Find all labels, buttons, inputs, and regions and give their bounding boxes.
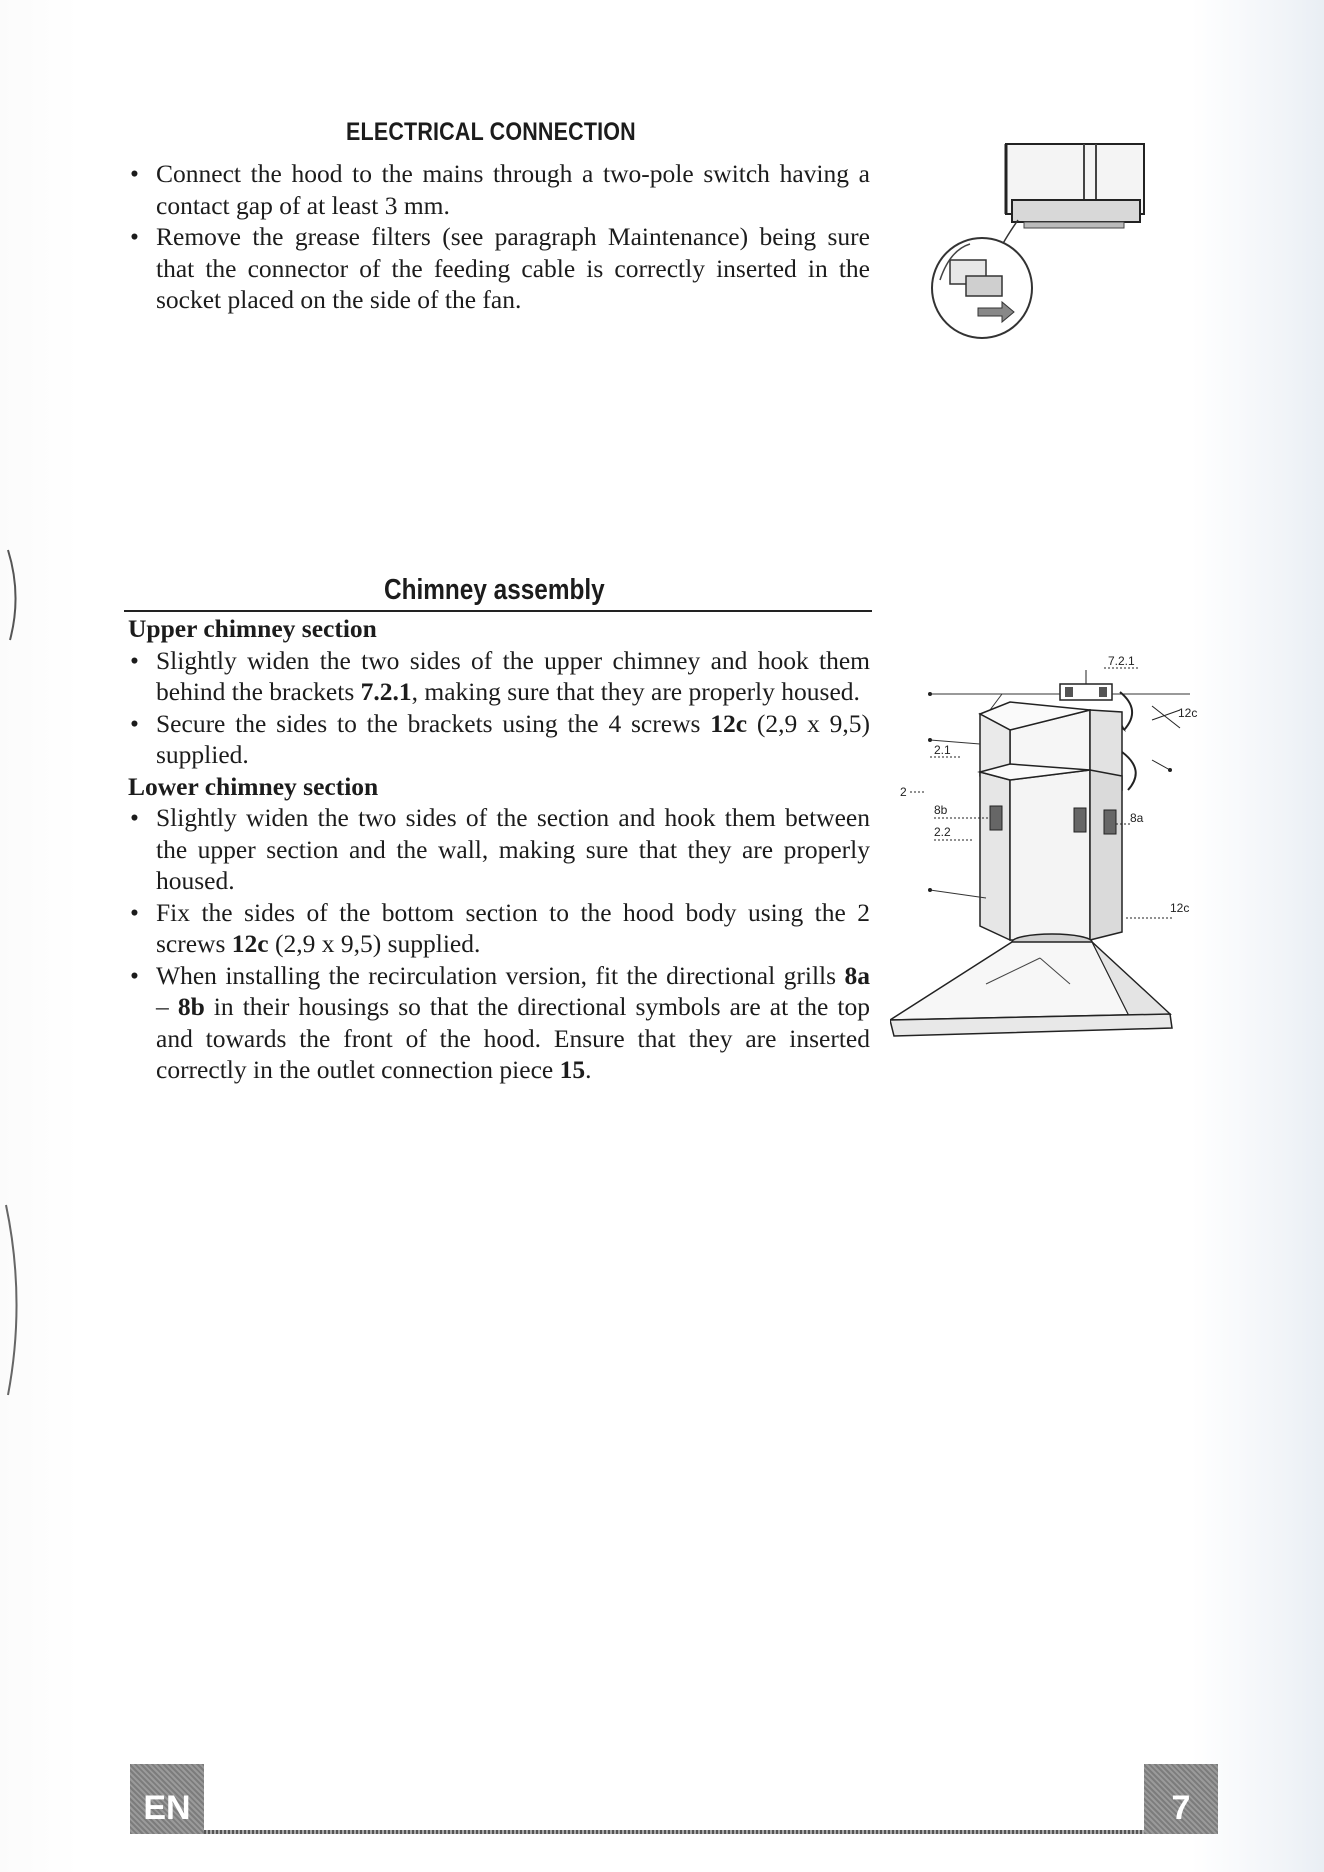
binding-mark-top xyxy=(0,540,30,650)
label-2: 2 xyxy=(900,785,907,799)
lower-chimney-section-title: Lower chimney section xyxy=(128,771,379,801)
label-12c-bottom: 12c xyxy=(1170,901,1190,915)
electrical-connection-heading: ELECTRICAL CONNECTION xyxy=(346,118,636,146)
chimney-hood-diagram-icon xyxy=(890,640,1250,1060)
connector-detail-icon xyxy=(920,140,1160,350)
label-7-2-1: 7.2.1 xyxy=(1108,654,1135,668)
binding-mark-bottom xyxy=(0,1200,30,1400)
label-2-2: 2.2 xyxy=(934,825,951,839)
list-item: • Remove the grease filters (see paragraph Maintenance) being sure that the connector of the feeding cable is correctly inserted in the socket placed on the side of the fan. xyxy=(128,221,870,316)
upper-chimney-section-title: Upper chimney section xyxy=(128,614,377,643)
language-tab: EN xyxy=(130,1764,204,1834)
chimney-assembly-body xyxy=(128,613,870,1086)
label-8a: 8a xyxy=(1130,811,1144,825)
chimney-assembly-heading: Chimney assembly xyxy=(384,574,605,606)
footer-rule xyxy=(204,1830,1144,1834)
list-item: • Fix the sides of the bottom section to the hood body using the 2 screws 12c (2,9 x 9,5) supplied. xyxy=(128,897,870,960)
list-item: • Slightly widen the two sides of the section and hook them between the upper section and the wall, making sure that they are properly housed. xyxy=(128,802,870,897)
electrical-connection-body xyxy=(128,158,870,316)
label-8b: 8b xyxy=(934,803,948,817)
list-item: • Slightly widen the two sides of the upper chimney and hook them behind the brackets 7.2.1, making sure that they are properly housed. xyxy=(128,645,870,708)
list-item: • Connect the hood to the mains through a two-pole switch having a contact gap of at least 3 mm. xyxy=(128,158,870,221)
heading-underline xyxy=(124,610,872,612)
list-item: • Secure the sides to the brackets using the 4 screws 12c (2,9 x 9,5) supplied. xyxy=(128,708,870,771)
list-item: • When installing the recirculation version, fit the directional grills 8a – 8b in their housings so that the directional symbols are at the top and towards the front of the hood. Ensure that they are inserted correctly in the outlet connection piece 15. xyxy=(128,960,870,1086)
page-number: 7 xyxy=(1144,1764,1218,1834)
label-2-1: 2.1 xyxy=(934,743,951,757)
label-12c-top: 12c xyxy=(1178,706,1198,720)
